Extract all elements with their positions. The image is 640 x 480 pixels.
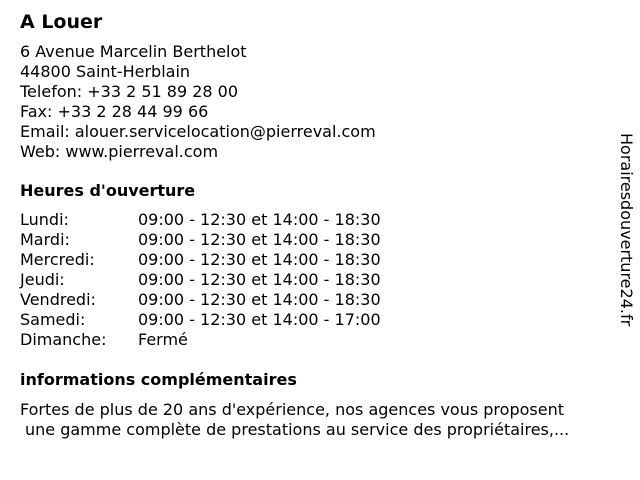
hours-day: Mardi: xyxy=(20,230,70,249)
hours-day: Mercredi: xyxy=(20,250,95,269)
fax-number: Fax: +33 2 28 44 99 66 xyxy=(20,102,209,121)
hours-row-lundi xyxy=(20,210,610,230)
address-city: 44800 Saint-Herblain xyxy=(20,62,191,81)
hours-day: Dimanche: xyxy=(20,330,107,349)
address-street: 6 Avenue Marcelin Berthelot xyxy=(20,42,247,61)
hours-day: Samedi: xyxy=(20,310,86,329)
hours-time: 09:00 - 12:30 et 14:00 - 18:30 xyxy=(138,210,381,229)
additional-info-line: une gamme complète de prestations au service des propriétaires,... xyxy=(25,420,570,439)
hours-time: Fermé xyxy=(138,330,188,349)
hours-row-vendredi xyxy=(20,290,610,310)
hours-day: Vendredi: xyxy=(20,290,96,309)
site-watermark: Horairesdouverture24.fr xyxy=(617,133,636,327)
hours-row-jeudi xyxy=(20,270,610,290)
business-name: A Louer xyxy=(20,11,103,33)
hours-time: 09:00 - 12:30 et 14:00 - 18:30 xyxy=(138,250,381,269)
hours-time: 09:00 - 12:30 et 14:00 - 17:00 xyxy=(138,310,381,329)
opening-hours-heading: Heures d'ouverture xyxy=(20,181,196,200)
hours-time: 09:00 - 12:30 et 14:00 - 18:30 xyxy=(138,290,381,309)
hours-row-samedi xyxy=(20,310,610,330)
hours-row-mercredi xyxy=(20,250,610,270)
phone-number: Telefon: +33 2 51 89 28 00 xyxy=(20,82,239,101)
additional-info-line: Fortes de plus de 20 ans d'expérience, nos agences vous proposent xyxy=(20,400,564,419)
hours-day: Jeudi: xyxy=(20,270,65,289)
email-address: Email: alouer.servicelocation@pierreval.com xyxy=(20,122,376,141)
hours-row-dimanche xyxy=(20,330,610,350)
contact-block xyxy=(20,42,610,162)
opening-hours-table xyxy=(20,210,610,350)
additional-info-heading: informations complémentaires xyxy=(20,370,297,389)
hours-row-mardi xyxy=(20,230,610,250)
business-card xyxy=(20,10,610,440)
additional-info-text xyxy=(20,400,610,440)
hours-time: 09:00 - 12:30 et 14:00 - 18:30 xyxy=(138,230,381,249)
hours-day: Lundi: xyxy=(20,210,69,229)
hours-time: 09:00 - 12:30 et 14:00 - 18:30 xyxy=(138,270,381,289)
website: Web: www.pierreval.com xyxy=(20,142,219,161)
